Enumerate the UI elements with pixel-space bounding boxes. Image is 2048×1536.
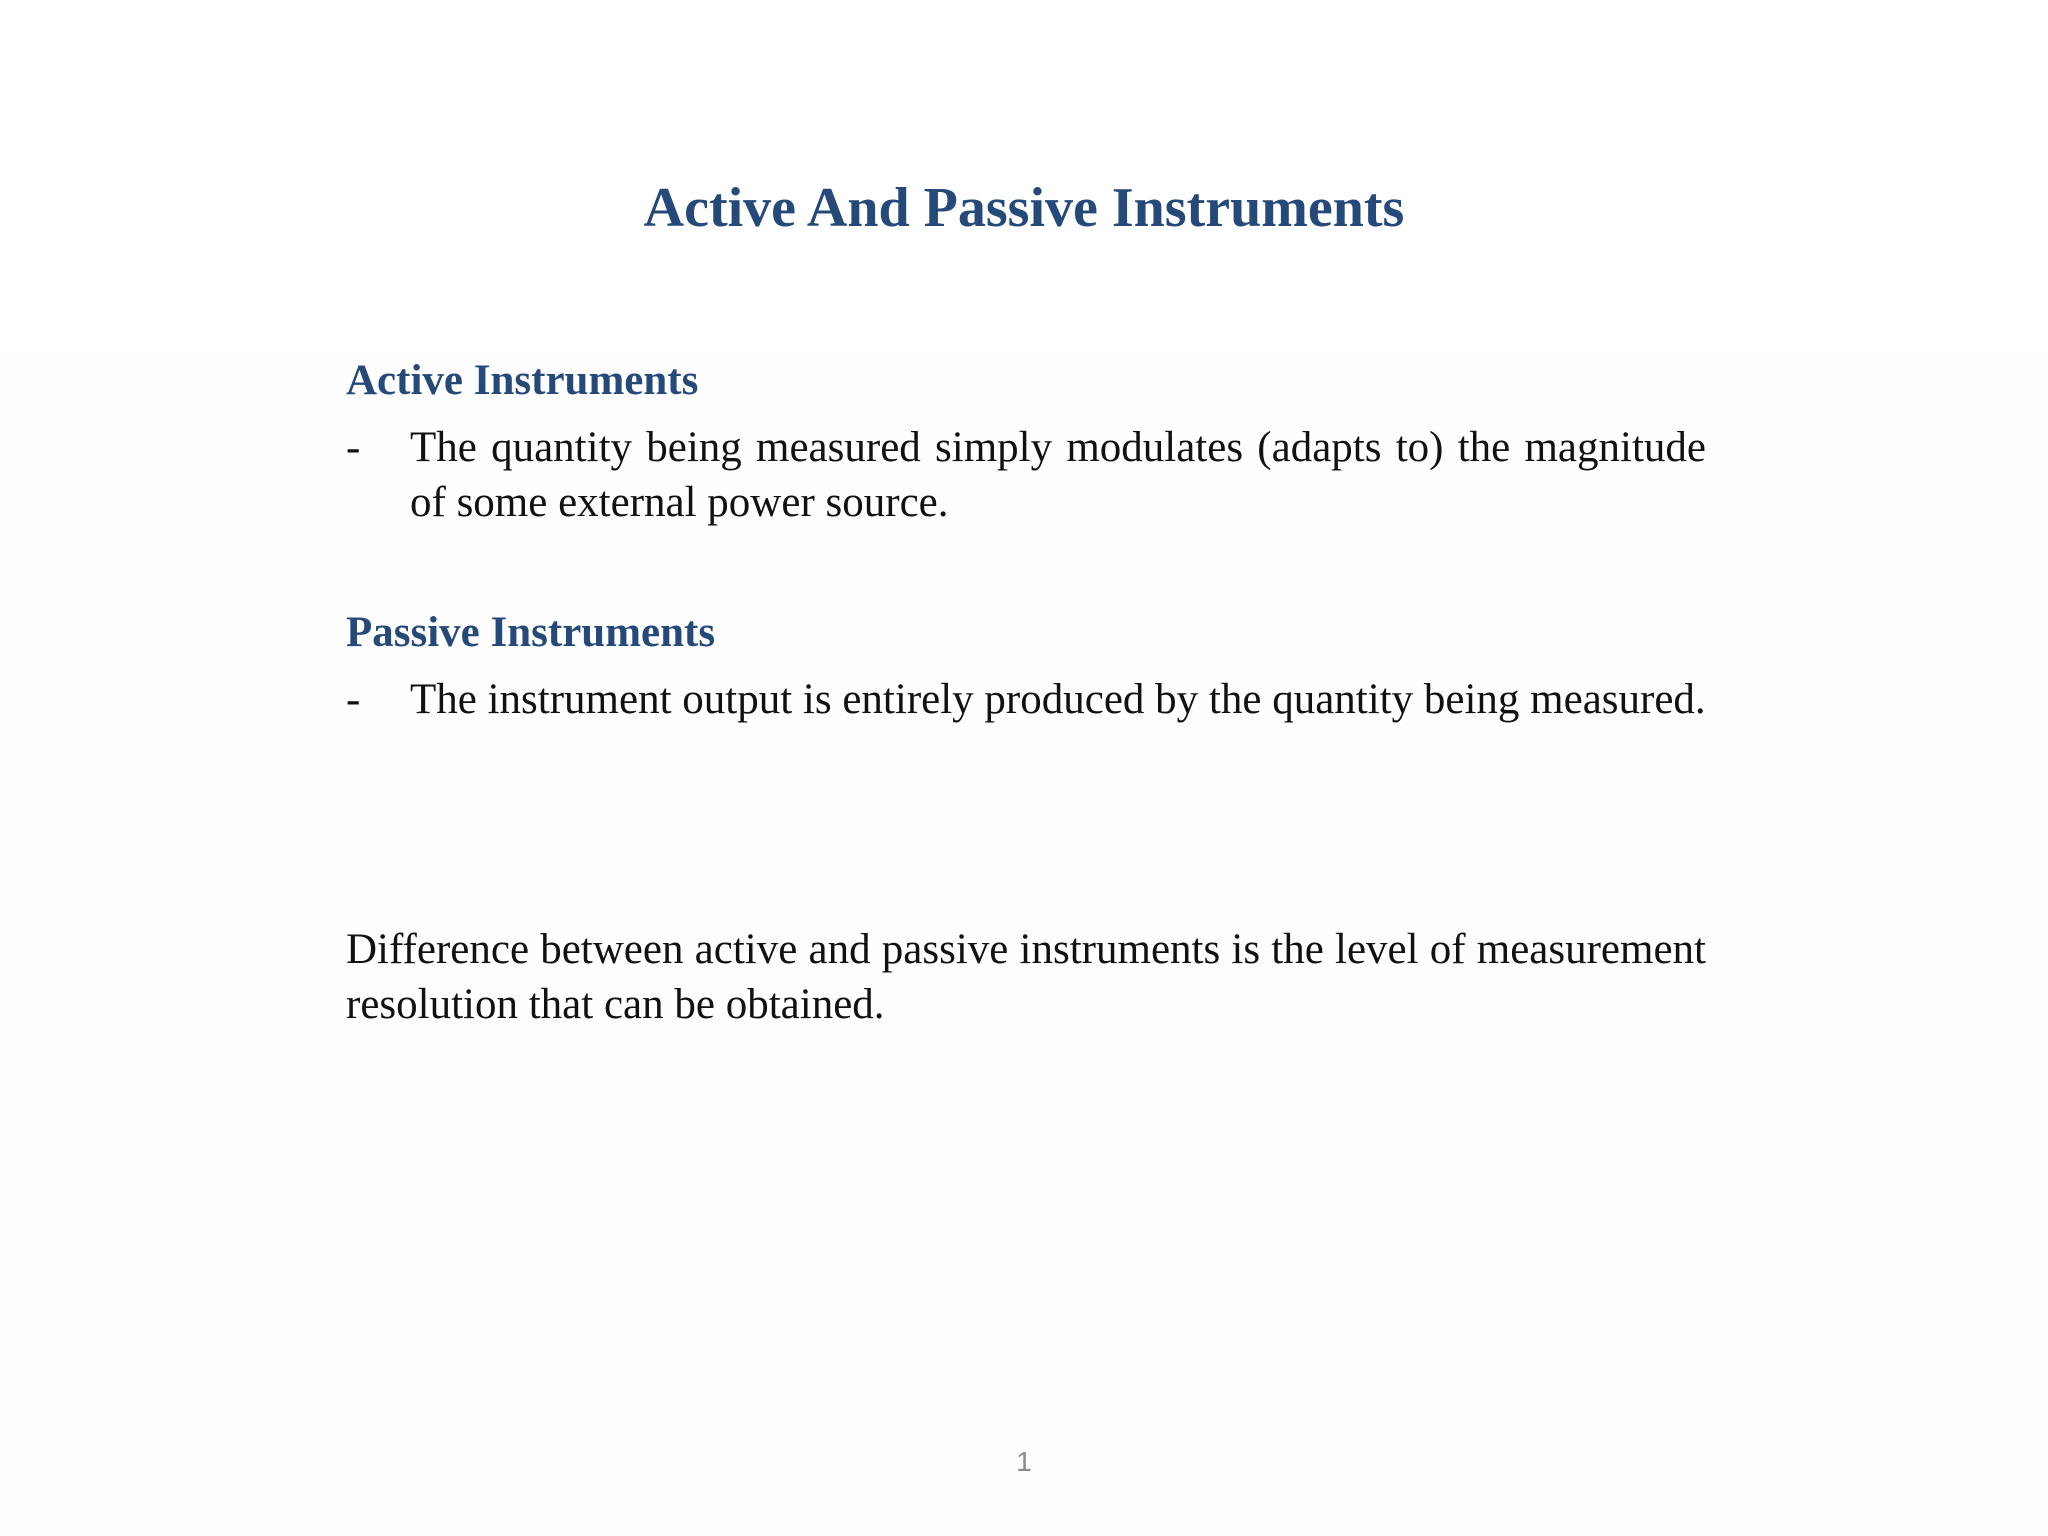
summary-paragraph: Difference between active and passive instruments is the level of measurement resolution that can be obtained. <box>346 926 1706 1028</box>
section-heading-active: Active Instruments <box>346 357 699 404</box>
bullet-marker: - <box>346 424 361 471</box>
section-heading-passive: Passive Instruments <box>346 609 716 656</box>
bullet-marker: - <box>346 676 361 723</box>
bullet-text-passive: The instrument output is entirely produced by the quantity being measured. <box>410 676 1706 723</box>
page-number: 1 <box>1016 1446 1032 1477</box>
bullet-passive-instruments <box>346 672 1706 727</box>
bullet-active-instruments <box>346 420 1706 530</box>
slide-title: Active And Passive Instruments <box>643 177 1405 239</box>
bullet-text-active: The quantity being measured simply modulates (adapts to) the magnitude of some external power source. <box>410 424 1706 526</box>
